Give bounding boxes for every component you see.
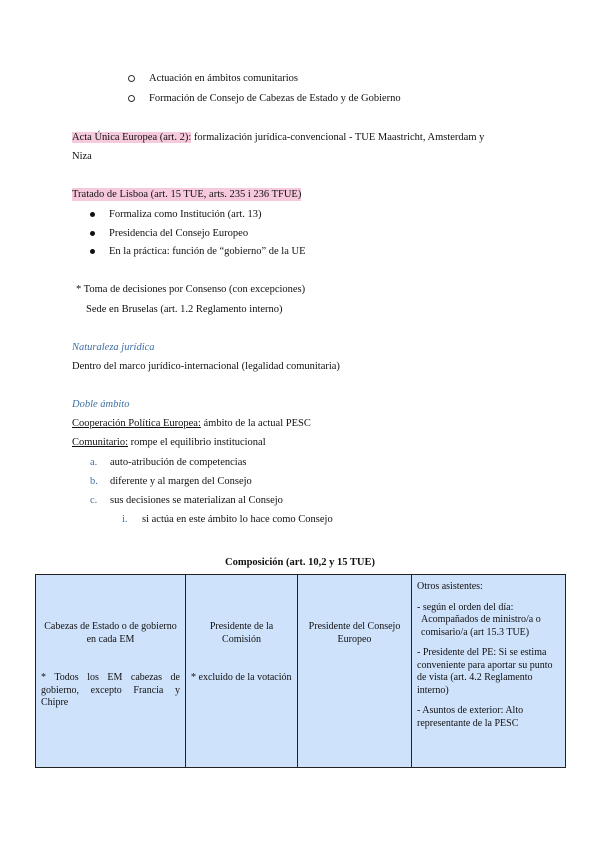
sede-note: Sede en Bruselas (art. 1.2 Reglamento interno) — [86, 304, 283, 315]
cell-note: * Todos los EM cabezas de gobierno, excepto Francia y Chipre — [41, 672, 180, 708]
comunitario-line — [72, 436, 266, 449]
cell-heading: Otros asistentes: — [417, 581, 483, 592]
list-item-text: auto-atribución de competencias — [110, 457, 247, 468]
cell-title: Cabezas de Estado o de gobierno en cada EM — [44, 621, 177, 645]
list-item — [90, 494, 283, 507]
list-marker: a. — [90, 457, 98, 468]
list-item-text: Formaliza como Institución (art. 13) — [109, 209, 262, 220]
comunitario-text: rompe el equilibrio institucional — [128, 437, 266, 448]
lisboa-heading: Tratado de Lisboa (art. 15 TUE, arts. 235 i 236 TFUE) — [72, 189, 302, 200]
table-cell-cabezas — [36, 575, 186, 768]
list-item — [128, 92, 401, 105]
comunitario-label: Comunitario: — [72, 437, 128, 448]
composicion-title: Composición (art. 10,2 y 15 TUE) — [224, 557, 375, 568]
acta-highlight: Acta Única Europea (art. 2): — [72, 132, 192, 143]
list-item — [90, 245, 306, 258]
list-item — [90, 208, 262, 221]
acta-paragraph — [72, 131, 484, 144]
cell-item: - Asuntos de exterior: Alto representante de la PESC — [417, 705, 524, 729]
disc-bullet-icon — [90, 249, 95, 254]
cell-title: Presidente del Consejo Europeo — [308, 621, 401, 645]
list-item — [128, 72, 298, 85]
composicion-table — [35, 574, 566, 768]
acta-text-line2: Niza — [72, 151, 92, 162]
cooperacion-text: ámbito de la actual PESC — [200, 418, 311, 429]
list-item-text: Formación de Consejo de Cabezas de Estado y de Gobierno — [149, 93, 401, 104]
disc-bullet-icon — [90, 231, 95, 236]
table-cell-presidente-consejo — [298, 575, 412, 768]
cooperacion-label: Cooperación Política Europea: — [72, 418, 201, 429]
naturaleza-text: Dentro del marco jurídico-internacional (legalidad comunitaria) — [72, 361, 340, 372]
list-item-text: En la práctica: función de “gobierno” de la UE — [109, 246, 306, 257]
naturaleza-heading: Naturaleza jurídica — [72, 342, 155, 353]
acta-text: formalización jurídica-convencional - TUE Maastricht, Amsterdam y — [191, 132, 485, 143]
cell-note: * excluido de la votación — [191, 672, 292, 683]
cell-item: - Presidente del PE: Si se estima conveniente para aportar su punto de vista (art. 4.2 Reglamento interno) — [417, 647, 553, 696]
cell-item: Acompañados de ministro/a o comisario/a (art 15.3 TUE) — [421, 614, 541, 638]
list-item-text: Actuación en ámbitos comunitarios — [149, 73, 299, 84]
table-cell-otros — [412, 575, 566, 768]
list-item — [122, 513, 333, 526]
table-cell-presidente-comision — [186, 575, 298, 768]
doble-heading: Doble ámbito — [72, 399, 130, 410]
cell-item: - según el orden del día: — [417, 601, 514, 613]
list-marker: i. — [122, 514, 128, 525]
circle-bullet-icon — [128, 95, 135, 102]
list-marker: c. — [90, 495, 98, 506]
list-item — [90, 475, 252, 488]
circle-bullet-icon — [128, 75, 135, 82]
consenso-note: * Toma de decisiones por Consenso (con excepciones) — [76, 284, 306, 295]
list-item — [90, 227, 248, 240]
list-item-text: sus decisiones se materializan al Consejo — [110, 495, 283, 506]
list-item-text: si actúa en este ámbito lo hace como Consejo — [142, 514, 333, 525]
cooperacion-line — [72, 417, 311, 430]
disc-bullet-icon — [90, 212, 95, 217]
list-item-text: Presidencia del Consejo Europeo — [109, 228, 249, 239]
cell-title: Presidente de la Comisión — [209, 621, 274, 645]
list-item — [90, 456, 246, 469]
list-marker: b. — [90, 476, 98, 487]
list-item-text: diferente y al margen del Consejo — [110, 476, 252, 487]
